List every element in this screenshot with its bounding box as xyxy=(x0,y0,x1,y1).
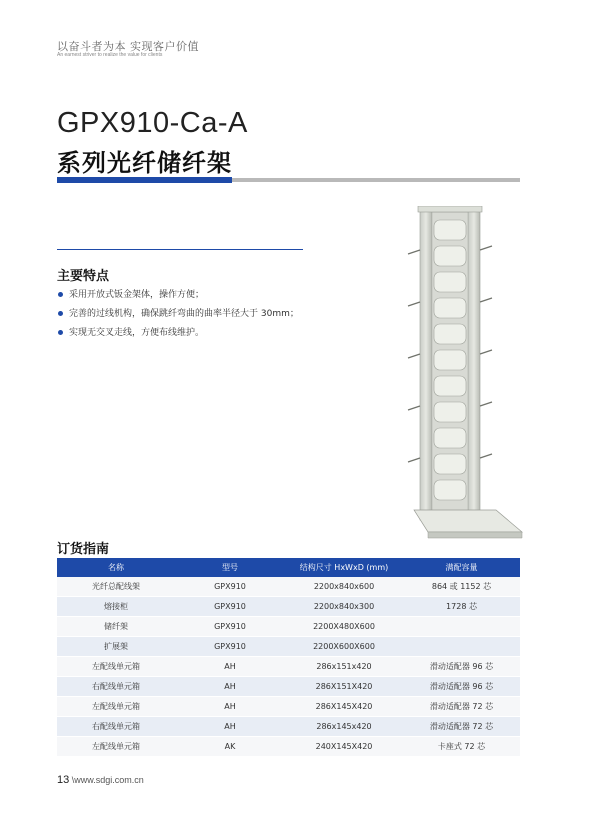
fiber-storage-rack-image xyxy=(404,206,524,542)
table-cell: AH xyxy=(175,697,285,717)
table-cell: 2200X480X600 xyxy=(285,617,403,637)
feature-text: 实现无交叉走线，方便布线维护。 xyxy=(69,328,205,338)
title-divider xyxy=(57,177,520,183)
table-cell: 2200x840x300 xyxy=(285,597,403,617)
order-guide-heading: 订货指南 xyxy=(57,542,110,557)
table-cell: 滑动适配器 72 芯 xyxy=(403,717,520,737)
page-footer xyxy=(57,774,144,786)
table-row xyxy=(57,697,520,717)
column-header: 型号 xyxy=(175,558,285,577)
table-cell: 286x151x420 xyxy=(285,657,403,677)
table-cell: 滑动适配器 96 芯 xyxy=(403,677,520,697)
title-divider-accent xyxy=(57,177,232,183)
table-cell: 扩展架 xyxy=(57,637,175,657)
table-cell: AK xyxy=(175,737,285,757)
table-cell: AH xyxy=(175,717,285,737)
table-row xyxy=(57,617,520,637)
table-cell: GPX910 xyxy=(175,637,285,657)
feature-item xyxy=(57,289,299,308)
table-row xyxy=(57,717,520,737)
features-heading: 主要特点 xyxy=(57,269,110,284)
table-cell xyxy=(403,637,520,657)
page-number: 13 xyxy=(57,774,70,786)
table-cell: 1728 芯 xyxy=(403,597,520,617)
feature-item xyxy=(57,308,299,327)
table-cell: GPX910 xyxy=(175,597,285,617)
table-cell: 2200X600X600 xyxy=(285,637,403,657)
product-model: GPX910-Ca-A xyxy=(57,107,248,139)
table-row xyxy=(57,597,520,617)
feature-text: 采用开放式钣金架体，操作方便； xyxy=(69,290,205,300)
table-cell: 2200x840x600 xyxy=(285,577,403,597)
title-divider-grey xyxy=(232,178,520,182)
table-cell: GPX910 xyxy=(175,577,285,597)
column-header: 名称 xyxy=(57,558,175,577)
table-cell: 864 或 1152 芯 xyxy=(403,577,520,597)
slogan-cn: 以奋斗者为本 实现客户价值 xyxy=(57,40,199,53)
bullet-icon xyxy=(58,311,63,316)
table-cell: 左配线单元箱 xyxy=(57,737,175,757)
table-cell: AH xyxy=(175,657,285,677)
order-guide-table xyxy=(57,558,520,757)
table-cell: 左配线单元箱 xyxy=(57,657,175,677)
website-link[interactable]: www.sdgi.com.cn xyxy=(74,775,144,785)
bullet-icon xyxy=(58,330,63,335)
table-cell: 滑动适配器 72 芯 xyxy=(403,697,520,717)
table-row xyxy=(57,737,520,757)
table-cell: 286X151X420 xyxy=(285,677,403,697)
table-cell: 240X145X420 xyxy=(285,737,403,757)
product-title: 系列光纤储纤架 xyxy=(57,149,232,177)
footer-separator: \ xyxy=(71,775,75,785)
feature-item xyxy=(57,327,299,346)
table-row xyxy=(57,577,520,597)
table-cell: 光纤总配线架 xyxy=(57,577,175,597)
table-cell: 286X145X420 xyxy=(285,697,403,717)
table-cell: 熔接柜 xyxy=(57,597,175,617)
table-row xyxy=(57,677,520,697)
slogan-en: An earnest striver to realize the value for clients xyxy=(57,52,163,58)
table-row xyxy=(57,657,520,677)
table-row xyxy=(57,637,520,657)
table-cell: 滑动适配器 96 芯 xyxy=(403,657,520,677)
table-cell: 卡座式 72 芯 xyxy=(403,737,520,757)
table-cell: 左配线单元箱 xyxy=(57,697,175,717)
table-cell: 右配线单元箱 xyxy=(57,717,175,737)
table-cell: 286x145x420 xyxy=(285,717,403,737)
column-header: 结构尺寸 HxWxD (mm) xyxy=(285,558,403,577)
table-cell: 右配线单元箱 xyxy=(57,677,175,697)
features-list xyxy=(57,289,299,346)
feature-text: 完善的过线机构，确保跳纤弯曲的曲率半径大于 30mm； xyxy=(69,309,299,319)
table-header-row xyxy=(57,558,520,577)
table-cell: GPX910 xyxy=(175,617,285,637)
features-divider xyxy=(57,249,303,250)
bullet-icon xyxy=(58,292,63,297)
column-header: 满配容量 xyxy=(403,558,520,577)
table-cell xyxy=(403,617,520,637)
table-cell: AH xyxy=(175,677,285,697)
table-cell: 储纤架 xyxy=(57,617,175,637)
